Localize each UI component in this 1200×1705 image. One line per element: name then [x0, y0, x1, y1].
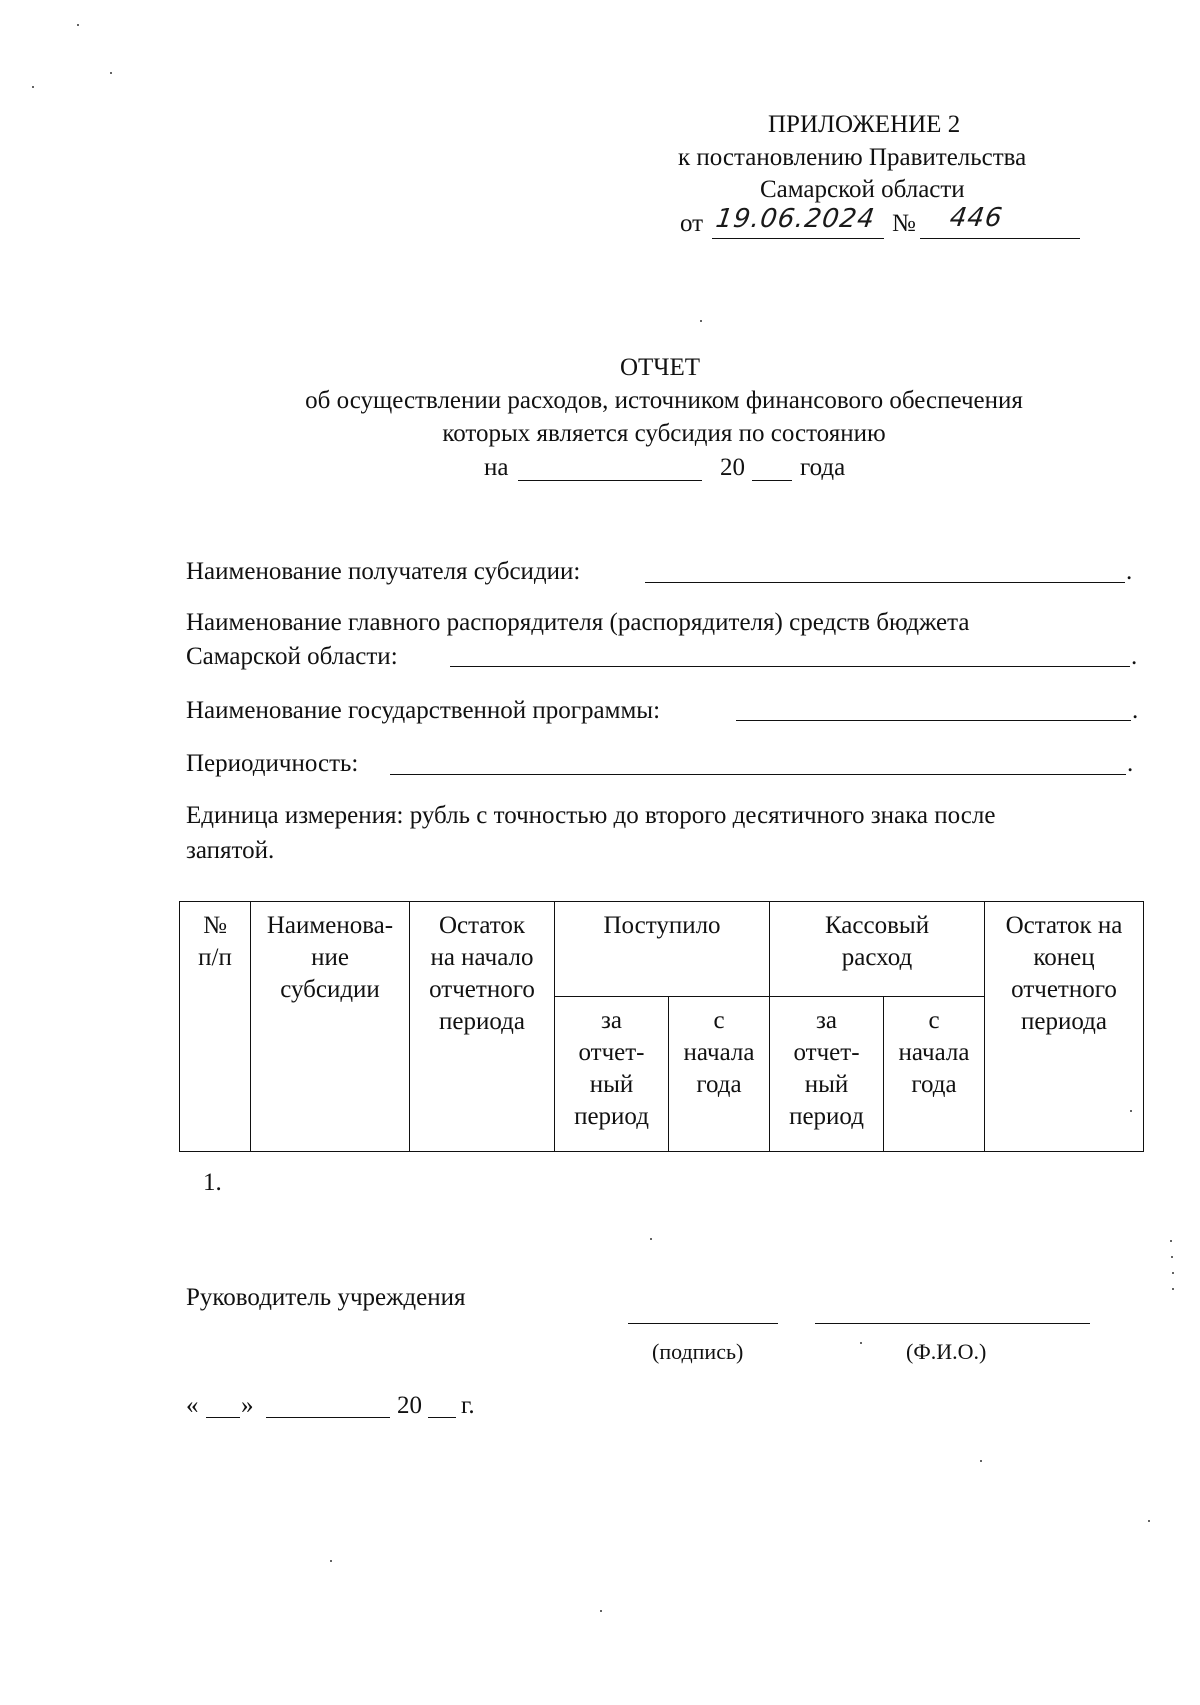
report-year-blank	[752, 480, 792, 481]
subheader-received-period: за отчет- ный период	[555, 997, 669, 1152]
month-blank	[266, 1417, 390, 1418]
unit-line-2: запятой.	[186, 837, 275, 864]
program-dot: .	[1132, 697, 1139, 724]
date-underline	[712, 238, 884, 239]
report-subtitle-1: об осуществлении расходов, источником финансового обеспечения	[305, 387, 1023, 414]
periodicity-label: Периодичность:	[186, 750, 359, 777]
day-blank	[206, 1417, 240, 1418]
manager-dot: .	[1131, 643, 1138, 670]
scan-speck	[1130, 1110, 1132, 1112]
header-cell-cash-expense: Кассовый расход	[770, 902, 985, 997]
program-label: Наименование государственной программы:	[186, 697, 661, 724]
date-prefix: от	[680, 210, 704, 237]
subheader-expense-period: за отчет- ный период	[770, 997, 884, 1152]
number-prefix: №	[892, 210, 916, 237]
manager-label-1: Наименование главного распорядителя (распорядителя) средств бюджета	[186, 609, 970, 636]
report-subtitle-2: которых является субсидия по состоянию	[442, 420, 886, 447]
scan-speck	[32, 86, 34, 88]
periodicity-dot: .	[1127, 750, 1134, 777]
scan-speck	[700, 320, 702, 322]
fio-caption: (Ф.И.О.)	[906, 1339, 987, 1364]
handwritten-date: 19.06.2024	[713, 204, 877, 234]
date-close-quote: »	[241, 1392, 254, 1419]
scan-speck	[600, 1610, 602, 1612]
scan-speck	[330, 1560, 332, 1562]
scan-speck	[1172, 1272, 1174, 1274]
subheader-received-year: с начала года	[669, 997, 770, 1152]
appendix-line-1: к постановлению Правительства	[678, 144, 1027, 171]
recipient-dot: .	[1126, 558, 1133, 585]
scan-speck	[110, 72, 112, 74]
sign-year-prefix: 20	[397, 1392, 422, 1419]
scan-speck	[1148, 1520, 1150, 1522]
signature-blank	[628, 1323, 778, 1324]
scan-speck	[1170, 1240, 1172, 1242]
header-cell-name: Наименова- ние субсидии	[251, 902, 410, 1152]
report-date-blank	[518, 480, 702, 481]
fio-blank	[815, 1323, 1090, 1324]
sign-year-blank	[428, 1417, 456, 1418]
header-cell-end-balance: Остаток на конец отчетного периода	[985, 902, 1144, 1152]
signature-caption: (подпись)	[652, 1339, 744, 1364]
scan-speck	[1171, 1256, 1173, 1258]
row-number-1: 1.	[203, 1169, 222, 1196]
subheader-expense-year: с начала года	[884, 997, 985, 1152]
appendix-title: ПРИЛОЖЕНИЕ 2	[768, 111, 961, 138]
report-table	[179, 901, 1144, 1152]
manager-blank	[450, 666, 1130, 667]
header-cell-received: Поступило	[555, 902, 770, 997]
manager-label-2: Самарской области:	[186, 643, 398, 670]
header-cell-number: № п/п	[180, 902, 251, 1152]
scan-speck	[1172, 1288, 1174, 1290]
number-underline	[920, 238, 1080, 239]
periodicity-blank	[390, 774, 1126, 775]
date-open-quote: «	[186, 1392, 199, 1419]
report-date-prefix: на	[484, 454, 509, 481]
report-title: ОТЧЕТ	[619, 354, 701, 381]
program-blank	[736, 720, 1131, 721]
scan-speck	[980, 1460, 982, 1462]
handwritten-number: 446	[947, 203, 1005, 233]
scan-speck	[650, 1238, 652, 1240]
head-label: Руководитель учреждения	[186, 1284, 466, 1311]
recipient-label: Наименование получателя субсидии:	[186, 558, 581, 585]
unit-line-1: Единица измерения: рубль с точностью до второго десятичного знака после	[186, 802, 996, 829]
report-year-suffix: года	[800, 454, 846, 481]
appendix-line-2: Самарской области	[760, 176, 965, 203]
scan-speck	[77, 24, 79, 26]
sign-year-suffix: г.	[461, 1392, 475, 1419]
report-year-prefix: 20	[720, 454, 745, 481]
scan-speck	[860, 1342, 862, 1344]
recipient-blank	[645, 582, 1125, 583]
header-cell-start-balance: Остаток на начало отчетного периода	[410, 902, 555, 1152]
